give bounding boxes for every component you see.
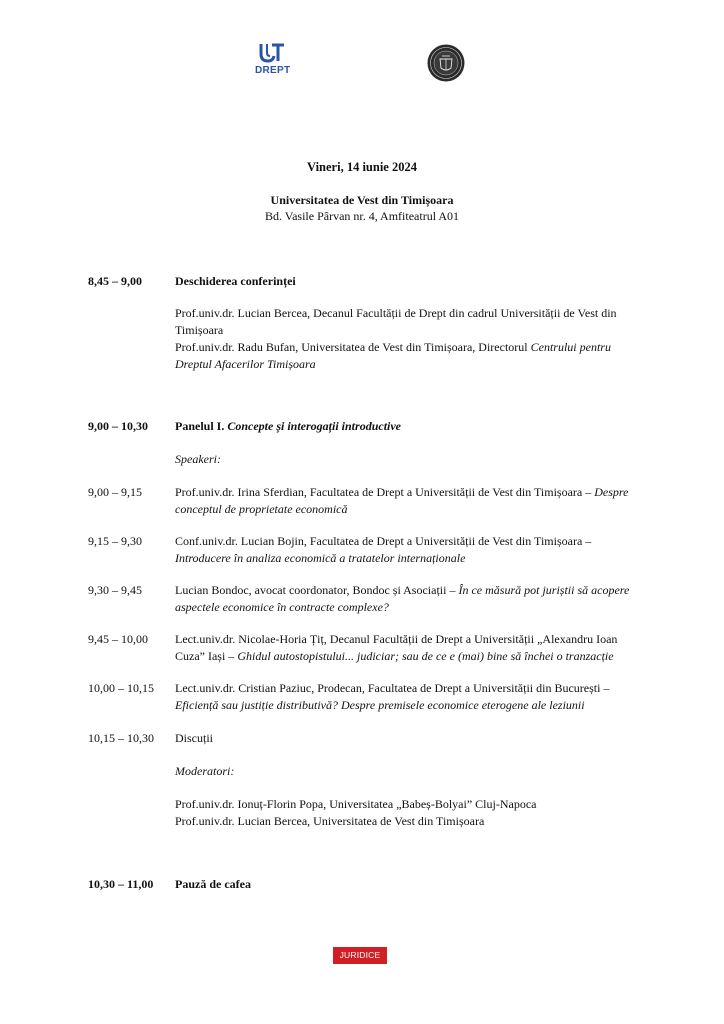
program-time: 8,45 – 9,00 (88, 274, 142, 288)
program-title: Pauză de cafea (175, 877, 251, 891)
speaker-line: Prof.univ.dr. Lucian Bercea, Decanul Facultății de Drept din cadrul Universității de Vest din (175, 306, 617, 320)
moderators-label: Moderatori: (175, 764, 235, 778)
speaker-text: Prof.univ.dr. Radu Bufan, Universitatea de Vest din Timișoara, Directorul (175, 340, 531, 354)
speakers-label: Speakeri: (175, 452, 221, 466)
moderator-item: Prof.univ.dr. Ionuț-Florin Popa, Universitatea „Babeș-Bolyai” Cluj-Napoca (175, 797, 537, 811)
talk-title: Eficiență sau justiție distributivă? Despre premisele economice eterogene ale leziunii (175, 698, 585, 712)
talk-text (175, 484, 636, 518)
talk-title: Ghidul autostopistului... judiciar; sau de ce e (mai) bine să închei o tranzacție (237, 649, 614, 663)
university-logo (255, 42, 289, 76)
talk-text (175, 631, 636, 665)
panel-title: Panelul I. (175, 419, 228, 433)
event-date: Vineri, 14 iunie 2024 (307, 160, 417, 174)
venue-university: Universitatea de Vest din Timișoara (270, 193, 454, 207)
juridice-badge: JURIDICE (333, 947, 387, 964)
speaker-line: Timișoara (175, 323, 224, 337)
talk-time: 10,00 – 10,15 (88, 681, 154, 695)
talk-speaker-cont: Cuza” Iași – (175, 649, 238, 663)
moderator-item: Prof.univ.dr. Lucian Bercea, Universitatea de Vest din Timișoara (175, 814, 485, 828)
talk-speaker: Lucian Bondoc, avocat coordonator, Bondoc și Asociații – (175, 583, 459, 597)
talk-time: 9,30 – 9,45 (88, 583, 142, 597)
talk-title: conceptul de proprietate economică (175, 502, 348, 516)
ut-logo-icon (259, 42, 285, 64)
faculty-seal-icon (427, 44, 465, 82)
speaker-list (175, 305, 636, 373)
talk-speaker: Conf.univ.dr. Lucian Bojin, Facultatea de Drept a Universității de Vest din Timișoara – (175, 534, 592, 548)
talk-time: 9,45 – 10,00 (88, 632, 148, 646)
program-title (175, 418, 636, 435)
moderator-lines (175, 796, 636, 830)
talk-title-part: În ce măsură pot juriștii să acopere (458, 583, 630, 597)
speaker-italic: Centrului pentru (530, 340, 611, 354)
speaker-line: Dreptul Afacerilor Timișoara (175, 357, 316, 371)
talk-text (175, 533, 636, 567)
drept-logo-text: DREPT (255, 65, 291, 76)
talk-title-part: Despre (594, 485, 629, 499)
program-time: 10,15 – 10,30 (88, 731, 154, 745)
speaker-line (175, 339, 636, 356)
venue-address: Bd. Vasile Pârvan nr. 4, Amfiteatrul A01 (264, 209, 460, 223)
program-title: Deschiderea conferinței (175, 274, 296, 288)
talk-speaker: Lect.univ.dr. Cristian Paziuc, Prodecan, Facultatea de Drept a Universității din București – (175, 681, 610, 695)
talk-time: 9,00 – 9,15 (88, 485, 142, 499)
talk-speaker: Lect.univ.dr. Nicolae-Horia Țiț, Decanul Facultății de Drept a Universității „Alexandru Ioan (175, 632, 618, 646)
program-time: 10,30 – 11,00 (88, 877, 154, 891)
talk-title: Introducere în analiza economică a tratatelor internaționale (175, 551, 466, 565)
program-time: 9,00 – 10,30 (88, 419, 148, 433)
talk-speaker: Prof.univ.dr. Irina Sferdian, Facultatea de Drept a Universității de Vest din Timișoara – (175, 485, 595, 499)
talk-text (175, 582, 636, 616)
panel-subtitle: Concepte și interogații introductive (227, 419, 402, 433)
talk-title: aspectele economice în contracte complexe? (175, 600, 389, 614)
talk-time: 9,15 – 9,30 (88, 534, 142, 548)
program-title: Discuții (175, 731, 213, 745)
talk-text (175, 680, 636, 714)
